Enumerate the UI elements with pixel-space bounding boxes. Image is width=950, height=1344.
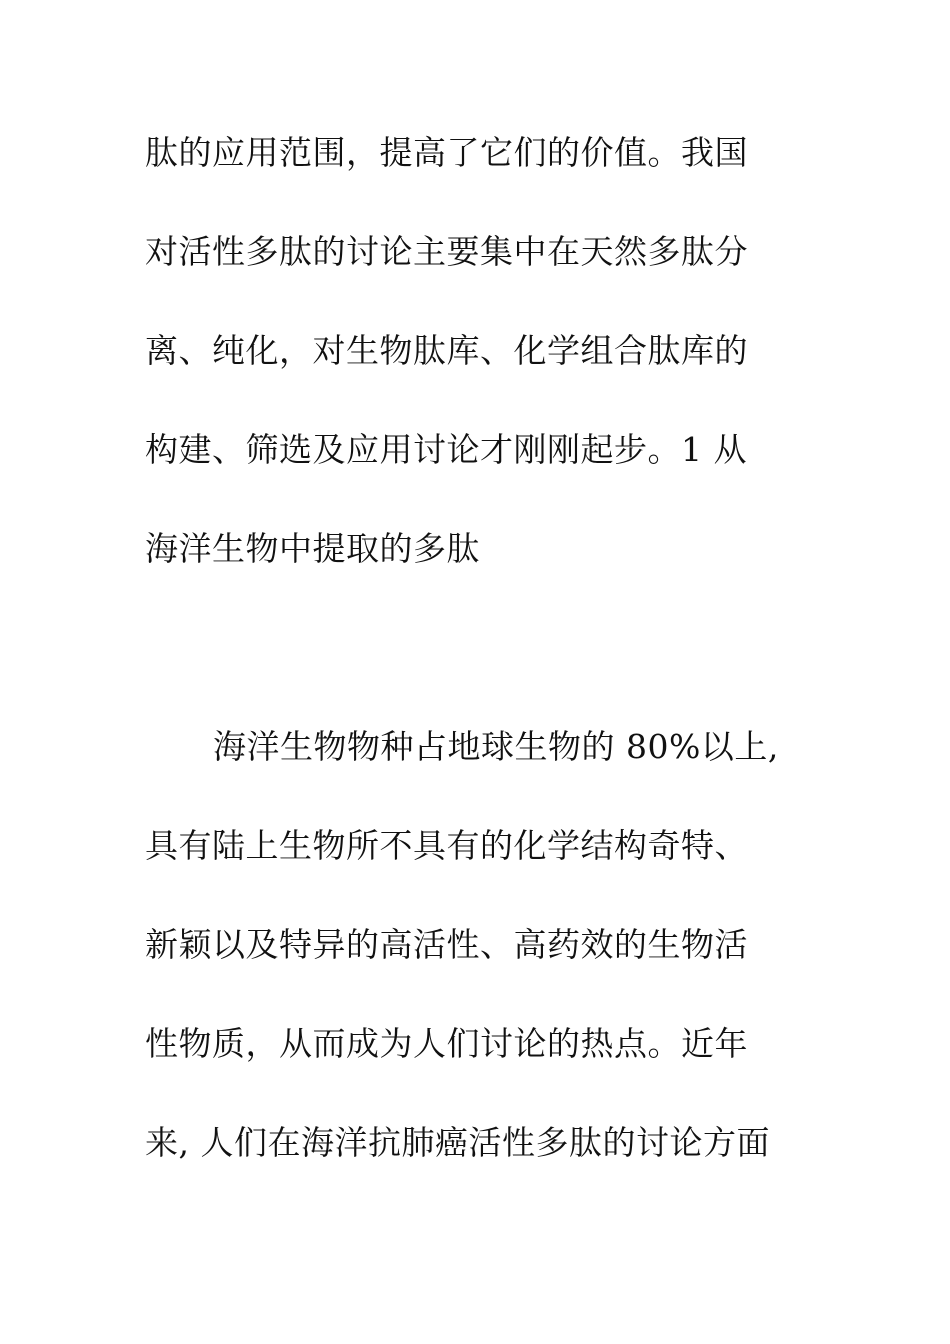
paragraph-2-line-1: 海洋生物物种占地球生物的 80%以上, [213,727,779,766]
paragraph-1-line-1: 肽的应用范围，提高了它们的价值。我国 [145,133,748,172]
paragraph-2-line-4: 性物质，从而成为人们讨论的热点。近年 [145,1024,748,1063]
paragraph-2-line-5: 来, 人们在海洋抗肺癌活性多肽的讨论方面 [145,1123,770,1162]
paragraph-2-line-2: 具有陆上生物所不具有的化学结构奇特、 [145,826,748,865]
paragraph-1-line-5: 海洋生物中提取的多肽 [145,529,480,568]
paragraph-2-line-3: 新颖以及特异的高活性、高药效的生物活 [145,925,748,964]
paragraph-1-line-2: 对活性多肽的讨论主要集中在天然多肽分 [145,232,748,271]
paragraph-1-line-4: 构建、筛选及应用讨论才刚刚起步。1 从 [145,430,747,469]
paragraph-1-line-3: 离、纯化，对生物肽库、化学组合肽库的 [145,331,748,370]
